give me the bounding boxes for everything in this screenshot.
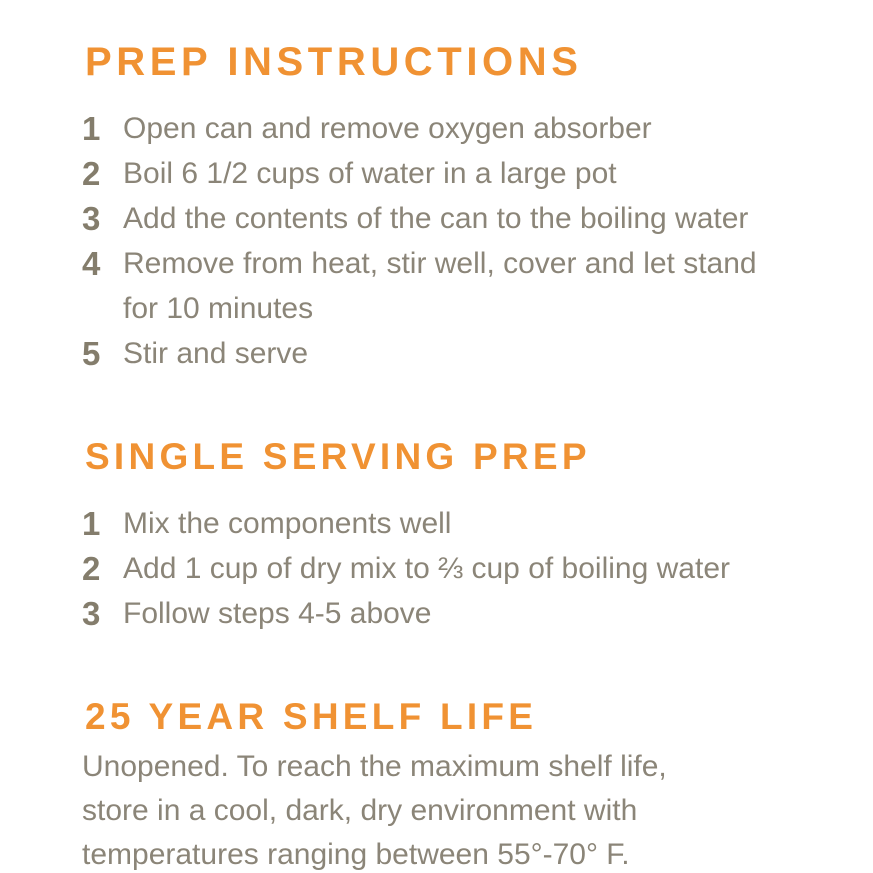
single-serving-steps-list bbox=[82, 501, 845, 636]
list-item bbox=[82, 196, 845, 241]
step-number: 1 bbox=[82, 505, 101, 542]
step-number: 2 bbox=[82, 550, 101, 587]
section-shelf-life bbox=[82, 698, 845, 873]
step-text: Mix the components well bbox=[123, 507, 452, 540]
step-number: 4 bbox=[82, 245, 101, 282]
list-item bbox=[82, 106, 845, 151]
step-number: 2 bbox=[82, 155, 101, 192]
shelf-life-description: Unopened. To reach the maximum shelf life, store in a cool, dark, dry environment with temperatures ranging between 55°-70° F. bbox=[82, 750, 667, 871]
section-single-serving-prep bbox=[82, 438, 845, 636]
list-item bbox=[82, 151, 845, 196]
prep-instructions-title: PREP INSTRUCTIONS bbox=[85, 40, 583, 84]
step-text: Remove from heat, stir well, cover and let stand for 10 minutes bbox=[123, 247, 757, 325]
step-number: 5 bbox=[82, 335, 101, 372]
step-number: 1 bbox=[82, 110, 101, 147]
step-text: Add the contents of the can to the boiling water bbox=[123, 202, 749, 235]
section-prep-instructions bbox=[82, 42, 845, 376]
step-text: Open can and remove oxygen absorber bbox=[123, 112, 652, 145]
prep-steps-list bbox=[82, 106, 845, 376]
single-serving-prep-title: SINGLE SERVING PREP bbox=[85, 436, 591, 477]
step-text: Boil 6 1/2 cups of water in a large pot bbox=[123, 157, 617, 190]
list-item bbox=[82, 501, 845, 546]
step-number: 3 bbox=[82, 595, 101, 632]
list-item bbox=[82, 241, 845, 331]
list-item bbox=[82, 546, 845, 591]
shelf-life-title: 25 YEAR SHELF LIFE bbox=[85, 696, 538, 737]
step-number: 3 bbox=[82, 200, 101, 237]
step-text: Stir and serve bbox=[123, 337, 309, 370]
step-text: Add 1 cup of dry mix to ⅔ cup of boiling water bbox=[123, 552, 730, 585]
list-item bbox=[82, 591, 845, 636]
list-item bbox=[82, 331, 845, 376]
step-text: Follow steps 4-5 above bbox=[123, 597, 432, 630]
